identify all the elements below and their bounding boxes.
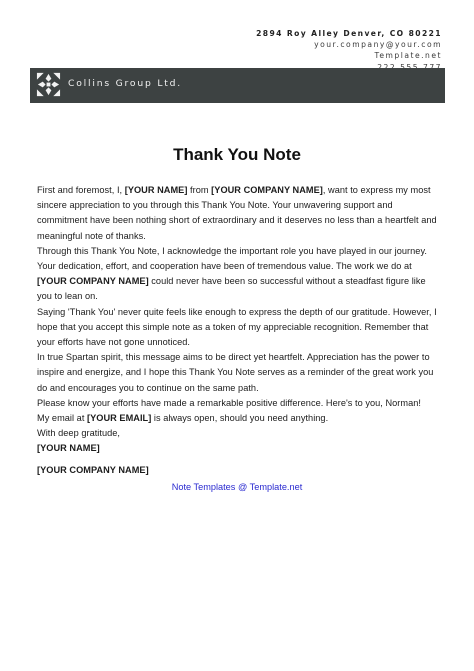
p5-email: [YOUR EMAIL] <box>87 413 152 424</box>
company-banner <box>30 68 445 103</box>
diamond-emblem-icon <box>35 71 62 98</box>
signature-company-text: [YOUR COMPANY NAME] <box>37 464 149 475</box>
p5-line2-before: My email at <box>37 413 88 424</box>
paragraph-2 <box>37 244 443 305</box>
footer-credit <box>0 482 474 492</box>
p1-intro: First and foremost, I, <box>37 185 125 195</box>
p1-mid: from <box>187 185 212 195</box>
p2-after: could never have been so successful without a steadfast figure like you to lean on. <box>37 276 426 302</box>
closing-line: With deep gratitude, <box>37 428 121 439</box>
note-templates-link[interactable]: Note Templates <box>171 482 236 492</box>
p1-company-name: [YOUR COMPANY NAME] <box>211 185 323 195</box>
p5-line1: Please know your efforts have made a remarkable positive difference. Here's to you, Norman! <box>37 397 421 408</box>
company-website[interactable]: Template.net <box>374 51 442 61</box>
p1-your-name: [YOUR NAME] <box>124 185 188 195</box>
banner-company-name: Collins Group Ltd. <box>68 78 182 89</box>
signature-name-text: [YOUR NAME] <box>37 443 100 454</box>
paragraph-1 <box>37 183 443 244</box>
page-title: Thank You Note <box>173 145 301 164</box>
contact-block <box>256 28 442 73</box>
company-address: 2894 Roy Alley Denver, CO 80221 <box>256 29 442 38</box>
p1-rest: , want to express my most sincere appreciation to you through this Thank You Note. Your unwavering support and commitment have been nothing short of extraordinary and it deserves no less than a heartfelt and meaningful note of thanks. <box>37 185 437 241</box>
letter-body <box>37 183 443 478</box>
company-email[interactable]: your.company@your.com <box>314 40 442 50</box>
p2-company-name: [YOUR COMPANY NAME] <box>37 276 149 287</box>
signature-company <box>37 463 443 478</box>
p5-line2-after: is always open, should you need anything. <box>151 413 329 424</box>
paragraph-5 <box>37 396 443 426</box>
paragraph-4: In true Spartan spirit, this message aims to be direct yet heartfelt. Appreciation has the power to inspire and energize, and I hope this Thank You Note serves as a reminder of the great work you do and encourages you to continue on the same path. <box>37 352 434 393</box>
paragraph-3: Saying 'Thank You' never quite feels like enough to express the depth of our gratitude. However, I hope that you accept this simple note as a token of my appreciable recognition. Remember that your efforts have not gone unnoticed. <box>37 306 437 348</box>
p2-before: Through this Thank You Note, I acknowledge the important role you have played in our journey. Your dedication, effort, and cooperation have been of tremendous value. The work we do at <box>37 245 428 272</box>
template-net-link[interactable]: Template.net <box>249 482 303 492</box>
signature-name <box>37 441 443 456</box>
footer-at: @ <box>235 482 250 492</box>
